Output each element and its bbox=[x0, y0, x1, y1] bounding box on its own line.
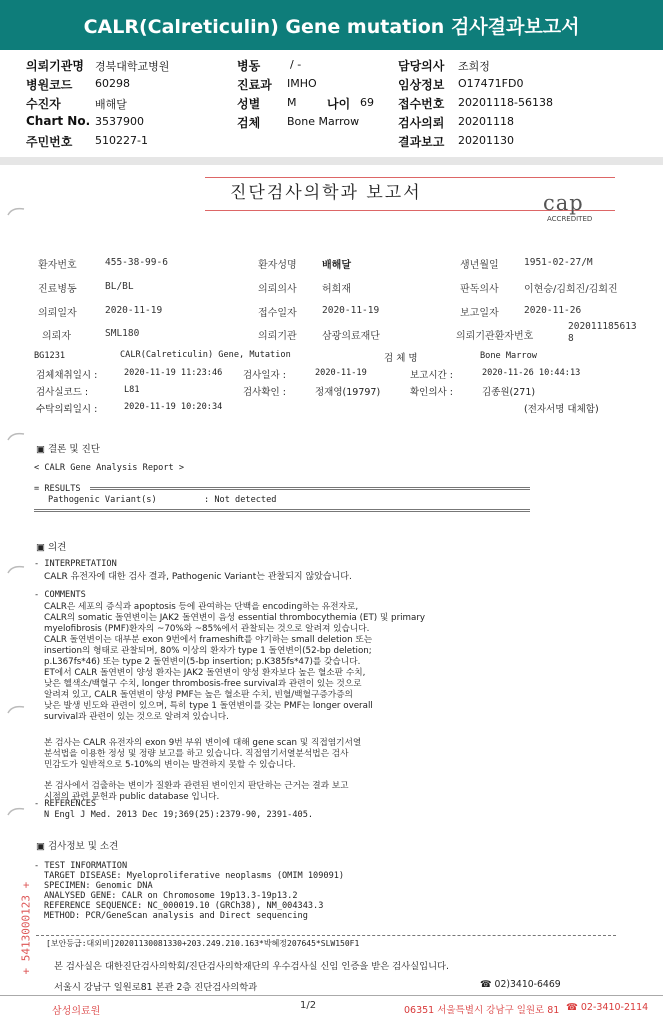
interpretation-text: CALR 유전자에 대한 검사 결과, Pathogenic Variant는 관찰되지 않았습니다. bbox=[44, 572, 352, 582]
lab-code-value: L81 bbox=[124, 385, 140, 395]
info-value: BL/BL bbox=[105, 281, 134, 292]
comments-label: - COMMENTS bbox=[34, 590, 86, 600]
clinical-value: O17471FD0 bbox=[458, 77, 524, 90]
exam-date-label: 검사일자 : bbox=[243, 370, 286, 381]
testinfo-label: - TEST INFORMATION bbox=[34, 861, 128, 871]
hospital-label: 의뢰기관명 bbox=[26, 59, 84, 73]
info-label: 환자번호 bbox=[38, 260, 77, 271]
references-text: N Engl J Med. 2013 Dec 19;369(25):2379-90, 2391-405. bbox=[44, 810, 314, 820]
cap-accredited-logo bbox=[537, 191, 617, 225]
hole-mark-icon bbox=[6, 205, 26, 217]
results-divider bbox=[90, 487, 530, 490]
report-header bbox=[0, 54, 663, 154]
doc-title: 진단검사의학과 보고서 bbox=[230, 183, 422, 203]
info-value: 8 bbox=[568, 333, 574, 344]
paragraph-line: 본 검사는 CALR 유전자의 exon 9번 부위 변이에 대해 gene scan 및 직접염기서열 bbox=[44, 738, 362, 748]
info-value: 2020-11-26 bbox=[524, 305, 582, 316]
info-value: 455-38-99-6 bbox=[105, 257, 168, 268]
specimen-label: 검 체 명 bbox=[384, 353, 418, 364]
testinfo-line: TARGET DISEASE: Myeloproliferative neoplasms (OMIM 109091) bbox=[44, 871, 345, 881]
comment-line: ET에서 CALR 돌연변이 양성 환자는 JAK2 돌연변이 양성 환자보다 높은 혈소판 수치, bbox=[44, 668, 366, 678]
hole-mark-icon bbox=[6, 703, 26, 715]
info-value: 2020-11-19 bbox=[105, 305, 163, 316]
report-value: 20201130 bbox=[458, 134, 514, 147]
certification-note: 본 검사실은 대한진단검사의학회/진단검사의학재단의 우수검사실 신임 인증을 받은 검사실입니다. bbox=[54, 961, 449, 972]
request-value: 20201118 bbox=[458, 115, 514, 128]
footer-tel: ☎ 02-3410-2114 bbox=[566, 1002, 649, 1013]
chart-label: Chart No. bbox=[26, 114, 91, 128]
comment-line: 알려져 있고, CALR 돌연변이 양성 PMF는 높은 혈소판 수치, 빈혈/백혈구증가증의 bbox=[44, 690, 353, 700]
cap-word: cap bbox=[543, 191, 584, 215]
result-value: : Not detected bbox=[204, 495, 277, 505]
collect-label: 검체채취일시 : bbox=[36, 370, 98, 381]
specimen-value: Bone Marrow bbox=[287, 115, 360, 128]
paragraph-line: 시점의 관련 문헌과 public database 입니다. bbox=[44, 792, 220, 802]
rrn-value: 510227-1 bbox=[95, 134, 148, 147]
testinfo-line: ANALYSED GENE: CALR on Chromosome 19p13.3-19p13.2 bbox=[44, 891, 298, 901]
comment-line: survival과 관련이 있는 것으로 알려져 있습니다. bbox=[44, 712, 229, 722]
results-divider bbox=[34, 509, 530, 512]
scanned-report bbox=[0, 165, 663, 995]
esign-note: (전자서명 대체함) bbox=[524, 404, 599, 415]
info-value: 1951-02-27/M bbox=[524, 257, 593, 268]
info-value: 허희재 bbox=[322, 284, 351, 295]
info-label: 생년월일 bbox=[460, 260, 499, 271]
security-line: [보안등급:대외비]20201130081330+203.249.210.163*박혜정207645*SLW150F1 bbox=[46, 939, 360, 948]
test-code: BG1231 bbox=[34, 351, 66, 361]
collect-value: 2020-11-19 11:23:46 bbox=[124, 368, 223, 378]
dept-value: IMHO bbox=[287, 77, 317, 90]
footer-divider bbox=[36, 935, 616, 936]
specimen-label: 검체 bbox=[237, 116, 261, 130]
report-time-value: 2020-11-26 10:44:13 bbox=[482, 368, 581, 378]
patient-value: 배해달 bbox=[95, 98, 127, 111]
age-label: 나이 bbox=[327, 97, 351, 111]
paragraph-line: 민감도가 일반적으로 5-10%의 변이는 발견하지 못할 수 있습니다. bbox=[44, 760, 296, 770]
testinfo-line: SPECIMEN: Genomic DNA bbox=[44, 881, 153, 891]
lab-address: 서울시 강남구 일원로81 본관 2층 진단검사의학과 bbox=[54, 982, 258, 993]
info-value: 이현승/김희진/김회진 bbox=[524, 284, 618, 295]
sex-value: M bbox=[287, 96, 297, 109]
confirm-label: 검사확인 : bbox=[243, 387, 286, 398]
paragraph-line: 본 검사에서 검출하는 변이가 질환과 관련된 변이인지 판단하는 근거는 결과 보고 bbox=[44, 781, 349, 791]
info-label: 의뢰기관 bbox=[258, 331, 297, 342]
ward-value: / - bbox=[290, 58, 302, 71]
references-label: - REFERENCES bbox=[34, 799, 97, 809]
ward-label: 병동 bbox=[237, 59, 261, 73]
footer-address: 06351 서울특별시 강남구 일원로 81 bbox=[404, 1005, 560, 1016]
comment-line: CALR의 somatic 돌연변이는 JAK2 돌연변이 음성 essential thrombocythemia (ET) 및 primary bbox=[44, 613, 426, 623]
comment-line: myelofibrosis (PMF)환자의 ~70%와 ~85%에서 관찰되는 것으로 알려져 있습니다. bbox=[44, 624, 370, 634]
section-opinion-title: ▣ 의견 bbox=[36, 542, 67, 553]
hole-mark-icon bbox=[6, 430, 26, 442]
receive-label: 수탁의뢰일시 : bbox=[36, 404, 98, 415]
page-footer bbox=[0, 995, 663, 1024]
code-value: 60298 bbox=[95, 77, 130, 90]
hole-mark-icon bbox=[6, 563, 26, 575]
receipt-label: 접수번호 bbox=[398, 97, 445, 111]
analysis-report-title: < CALR Gene Analysis Report > bbox=[34, 463, 185, 473]
info-label: 보고일자 bbox=[460, 308, 499, 319]
info-label: 진료병동 bbox=[38, 284, 77, 295]
info-label: 판독의사 bbox=[460, 284, 499, 295]
info-value: 2020-11-19 bbox=[322, 305, 380, 316]
chart-value: 3537900 bbox=[95, 115, 144, 128]
doctor-value: 조희정 bbox=[458, 60, 490, 73]
report-time-label: 보고시간 : bbox=[410, 370, 453, 381]
receipt-value: 20201118-56138 bbox=[458, 96, 553, 109]
info-label: 의뢰일자 bbox=[38, 308, 77, 319]
info-value: 삼광의료재단 bbox=[322, 331, 380, 342]
report-label: 결과보고 bbox=[398, 135, 445, 149]
code-label: 병원코드 bbox=[26, 78, 73, 92]
info-label: 의뢰기관환자번호 bbox=[456, 331, 534, 342]
hole-mark-icon bbox=[6, 805, 26, 817]
comment-line: 낮은 헬색소/백혈구 수치, longer thrombosis-free survival과 관련이 있는 것으로 bbox=[44, 679, 362, 689]
header-separator bbox=[0, 157, 663, 165]
doctor-label: 담당의사 bbox=[398, 59, 445, 73]
exam-date-value: 2020-11-19 bbox=[315, 368, 367, 378]
comment-line: CALR은 세포의 증식과 apoptosis 등에 관여하는 단백을 encoding하는 유전자로, bbox=[44, 602, 359, 612]
page-number: 1/2 bbox=[300, 1000, 317, 1011]
report-title: CALR(Calreticulin) Gene mutation 검사결과보고서 bbox=[83, 15, 580, 38]
results-label: = RESULTS bbox=[34, 484, 81, 494]
hospital-value: 경북대학교병원 bbox=[95, 60, 170, 73]
comment-line: insertion의 형태로 관찰되며, 80% 이상의 환자가 type 1 돌연변이(52-bp deletion; bbox=[44, 646, 372, 656]
info-label: 환자성명 bbox=[258, 260, 297, 271]
side-barcode-number bbox=[14, 830, 33, 980]
testinfo-line: METHOD: PCR/GeneScan analysis and Direct sequencing bbox=[44, 911, 308, 921]
age-value: 69 bbox=[360, 96, 374, 109]
info-label: 의뢰의사 bbox=[258, 284, 297, 295]
lab-phone: ☎ 02)3410-6469 bbox=[480, 979, 561, 990]
section-conclusion-title: ▣ 결론 및 진단 bbox=[36, 444, 100, 455]
clinical-label: 임상정보 bbox=[398, 78, 445, 92]
info-value: 배해달 bbox=[322, 260, 351, 271]
testinfo-line: REFERENCE SEQUENCE: NC_000019.10 (GRCh38), NM_004343.3 bbox=[44, 901, 324, 911]
confirm-value: 정재영(19797) bbox=[315, 387, 381, 398]
sex-label: 성별 bbox=[237, 97, 261, 111]
request-label: 검사의뢰 bbox=[398, 116, 445, 130]
footer-org: 삼성의료원 bbox=[52, 1006, 101, 1017]
barcode-text: + 5413000123 + bbox=[19, 881, 33, 975]
comment-line: 낮은 발생 빈도와 관련이 있으며, 특히 type 1 돌연변이를 갖는 PMF는 longer overall bbox=[44, 701, 373, 711]
rrn-label: 주민번호 bbox=[26, 135, 73, 149]
test-name: CALR(Calreticulin) Gene, Mutation bbox=[120, 350, 291, 360]
comment-line: CALR 돌연변이는 대부분 exon 9번에서 frameshift를 야기하는 small deletion 또는 bbox=[44, 635, 373, 645]
receive-value: 2020-11-19 10:20:34 bbox=[124, 402, 223, 412]
comment-line: p.L367fs*46) 또는 type 2 돌연변이(5-bp insertion; p.K385fs*47)를 갖습니다. bbox=[44, 657, 361, 667]
paragraph-line: 분석법을 이용한 정성 및 정량 보고를 하고 있습니다. 직접염기서열분석법은 검사 bbox=[44, 749, 349, 759]
lab-code-label: 검사실코드 : bbox=[36, 387, 89, 398]
confirm2-value: 김종원(271) bbox=[482, 387, 536, 398]
info-label: 의뢰자 bbox=[42, 331, 71, 342]
info-value: SML180 bbox=[105, 328, 140, 339]
interpretation-label: - INTERPRETATION bbox=[34, 559, 117, 569]
section-testinfo-title: ▣ 검사정보 및 소견 bbox=[36, 841, 119, 852]
result-name: Pathogenic Variant(s) bbox=[48, 495, 157, 505]
confirm2-label: 확인의사 : bbox=[410, 387, 453, 398]
specimen-value: Bone Marrow bbox=[480, 351, 537, 361]
dept-label: 진료과 bbox=[237, 78, 272, 92]
info-label: 접수일자 bbox=[258, 308, 297, 319]
cap-accredited-text: ACCREDITED bbox=[547, 215, 593, 223]
info-value: 202011185613 bbox=[568, 321, 637, 332]
report-title-bar bbox=[0, 0, 663, 50]
patient-label: 수진자 bbox=[26, 97, 61, 111]
